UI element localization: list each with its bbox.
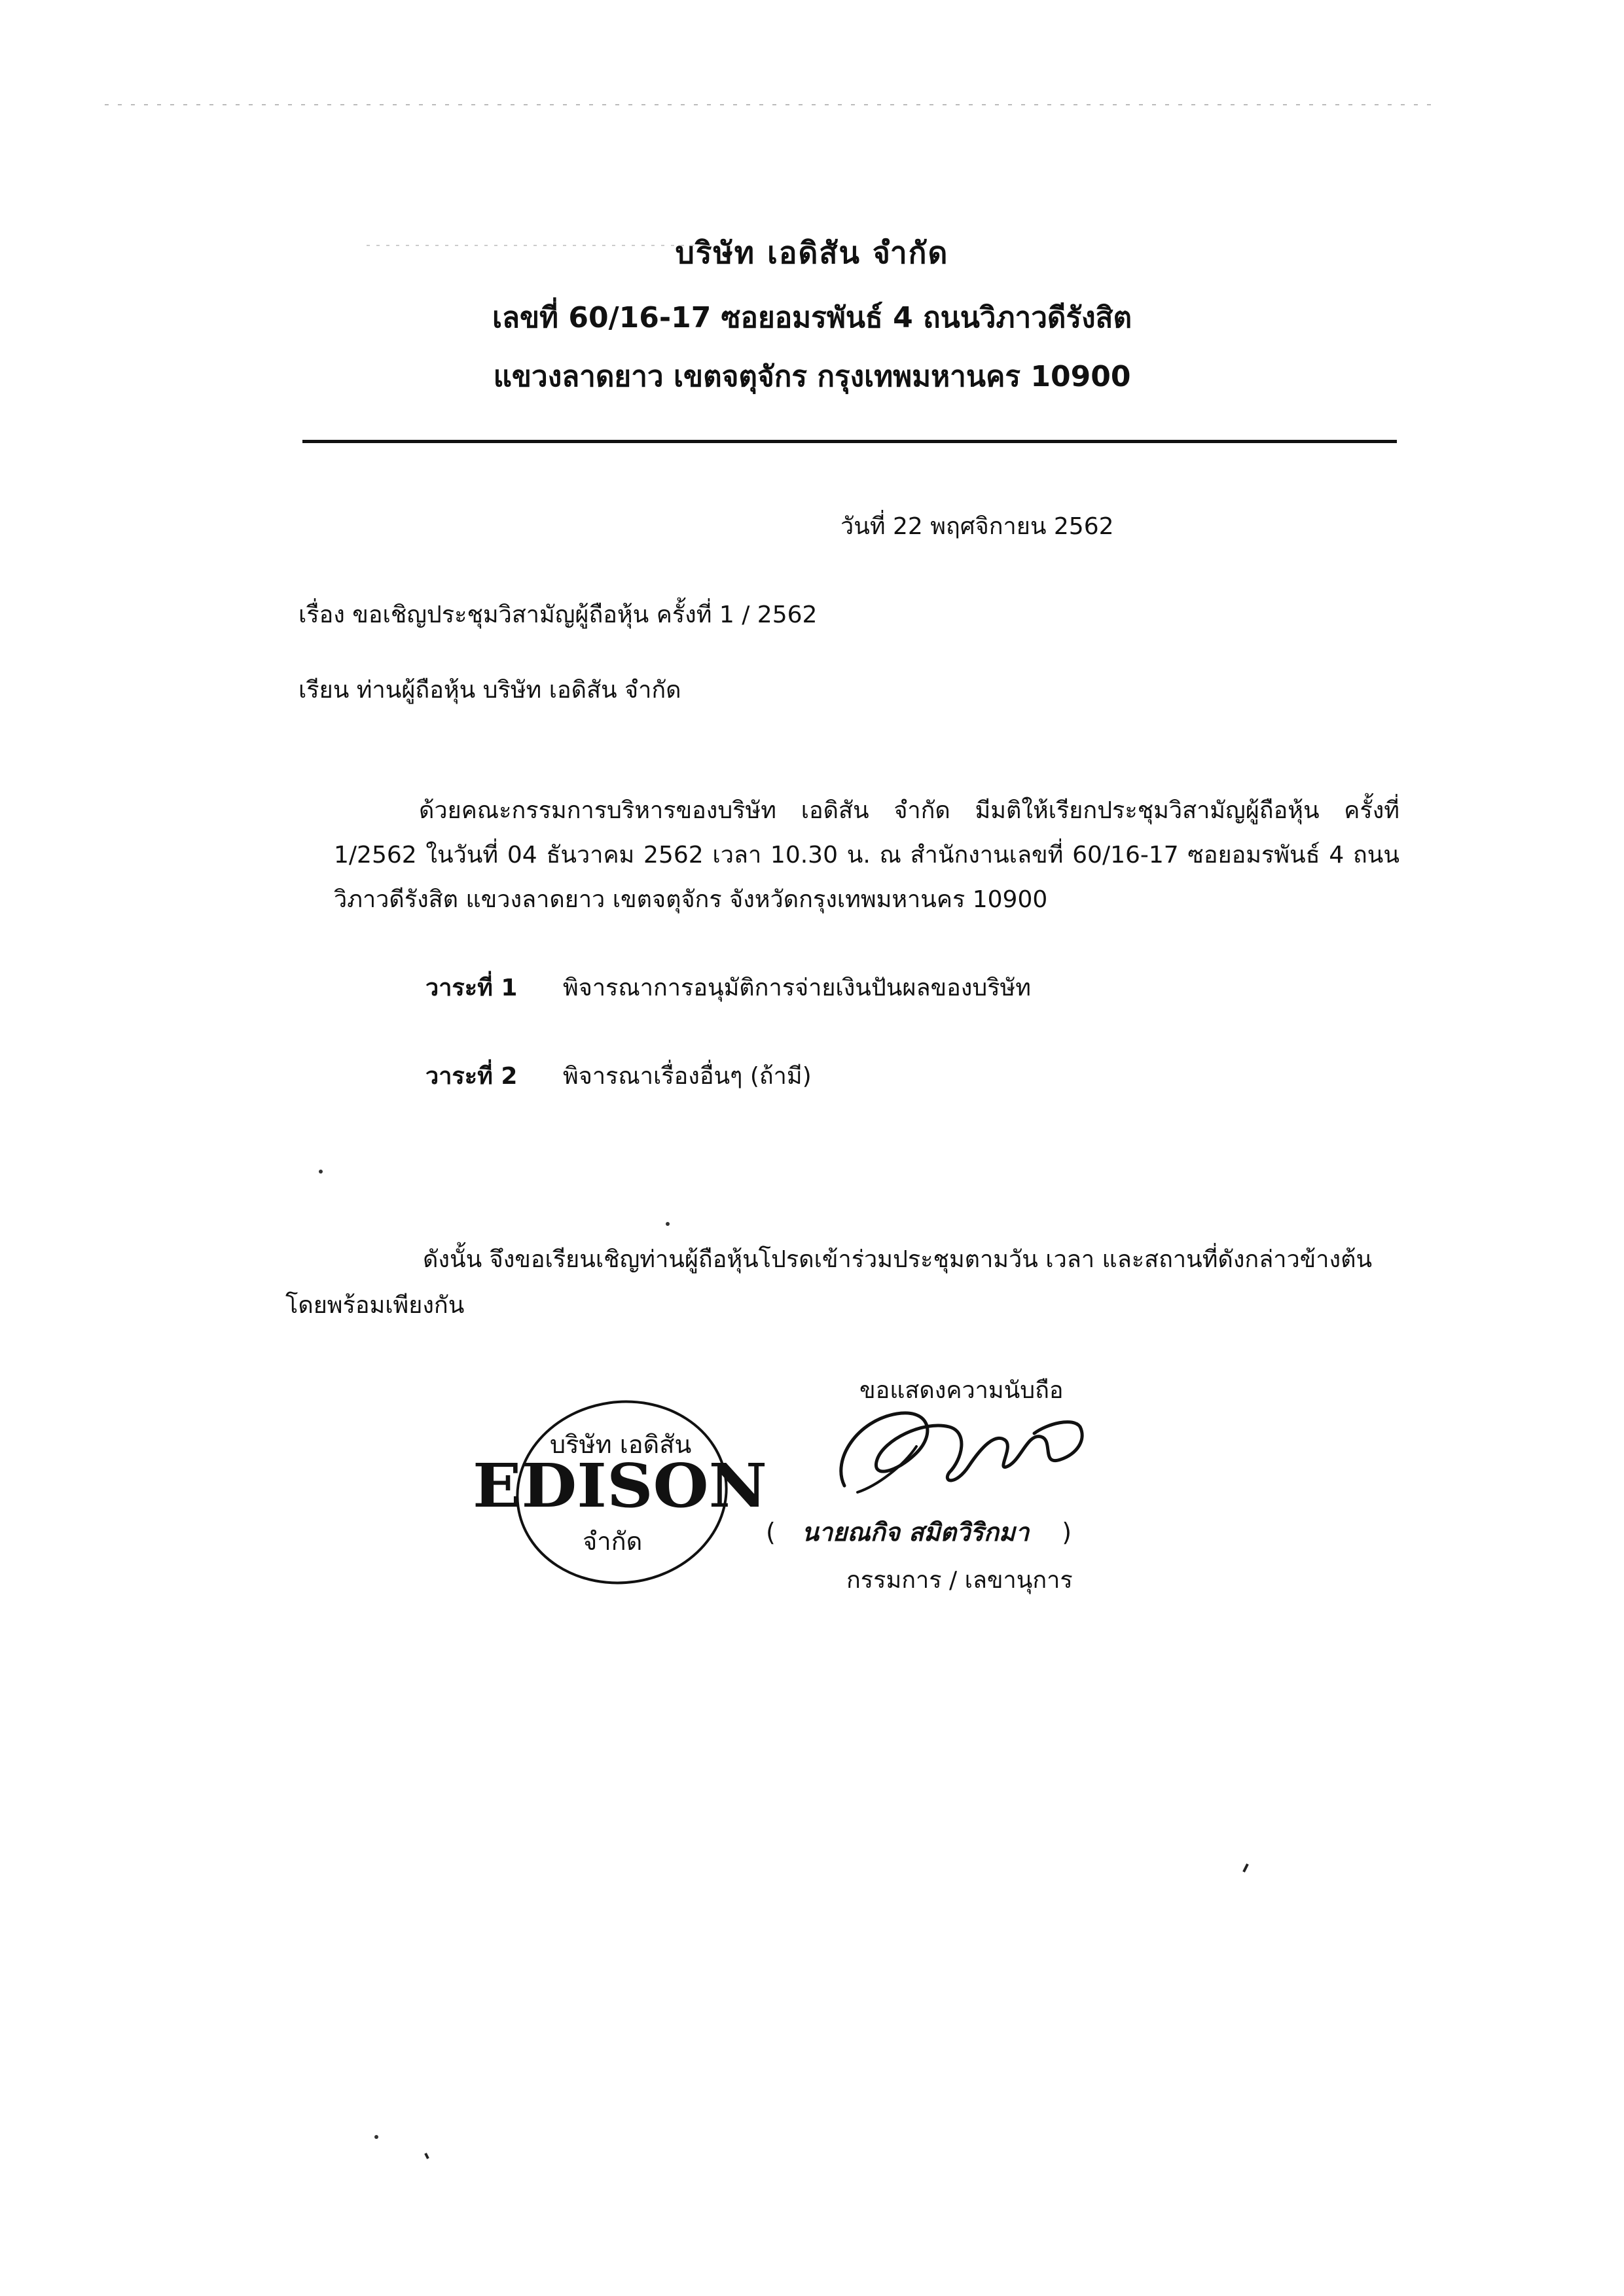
company-address-line-2: แขวงลาดยาว เขตจตุจักร กรุงเทพมหานคร 10900 <box>493 360 1131 393</box>
regards-text: ขอแสดงความนับถือ <box>859 1377 1064 1404</box>
signer-open-paren: ( <box>766 1518 776 1547</box>
letter-subject: เรื่อง ขอเชิญประชุมวิสามัญผู้ถือหุ้น ครั้งที่ 1 / 2562 <box>298 601 818 628</box>
company-address-line-1: เลขที่ 60/16-17 ซอยอมรพันธ์ 4 ถนนวิภาวดีรังสิต <box>492 301 1132 334</box>
body-paragraph-text: ด้วยคณะกรรมการบริหารของบริษัท เอดิสัน จำกัด มีมติให้เรียกประชุมวิสามัญผู้ถือหุ้น ครั้งที่ 1/2562 ในวันที่ 04 ธันวาคม 2562 เวลา 10.30 น. ณ สำนักงานเลขที่ 60/16-17 ซอยอมรพันธ์ 4 ถนนวิภาวดีรังสิต แขวงลาดยาว เขตจตุจักร จังหวัดกรุงเทพมหานคร 10900 <box>334 797 1399 913</box>
agenda-item-1-text: พิจารณาการอนุมัติการจ่ายเงินปันผลของบริษัท <box>563 975 1031 1001</box>
letter-date: วันที่ 22 พฤศจิกายน 2562 <box>840 513 1114 540</box>
agenda-item-1-label: วาระที่ 1 <box>425 975 518 1001</box>
agenda-item-2-text: พิจารณาเรื่องอื่นๆ (ถ้ามี) <box>563 1063 812 1090</box>
stamp-top-text: บริษัท เอดิสัน <box>550 1430 692 1459</box>
stamp-bottom-text: จำกัด <box>583 1527 643 1556</box>
signer-name: นายณกิจ สมิตวิริกมา <box>801 1518 1030 1547</box>
company-name: บริษัท เอดิสัน จำกัด <box>675 235 949 270</box>
letter-recipient: เรียน ท่านผู้ถือหุ้น บริษัท เอดิสัน จำกัด <box>298 677 681 704</box>
signer-close-paren: ) <box>1062 1518 1072 1547</box>
agenda-item-2-label: วาระที่ 2 <box>425 1063 518 1090</box>
signer-position: กรรมการ / เลขานุการ <box>846 1567 1073 1594</box>
closing-paragraph-text: ดังนั้น จึงขอเรียนเชิญท่านผู้ถือหุ้นโปรดเข้าร่วมประชุมตามวัน เวลา และสถานที่ดังกล่าวข้างต้น โดยพร้อมเพียงกัน <box>285 1246 1373 1319</box>
stamp-brand-text: EDISON <box>473 1450 767 1521</box>
